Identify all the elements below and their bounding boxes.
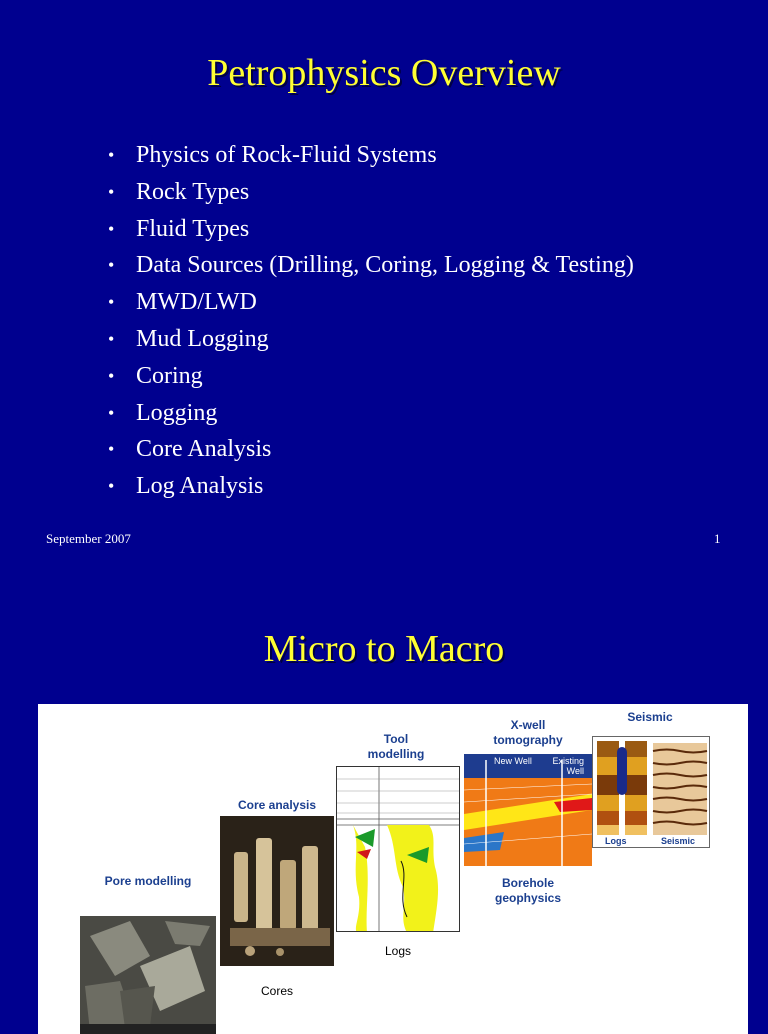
logs-caption: Logs <box>384 944 412 958</box>
bullet-item: • Logging <box>108 399 218 426</box>
tomography-image <box>464 754 592 866</box>
bullet-list <box>108 140 634 508</box>
seismic-caption: Seismic <box>627 710 673 724</box>
core-analysis-caption: Core analysis <box>237 798 317 812</box>
footer-date: September 2007 <box>46 531 131 546</box>
cores-image <box>220 816 334 966</box>
new-well-label: New Well <box>494 756 532 766</box>
bullet-item: • Rock Types <box>108 178 250 205</box>
micro-to-macro-figure <box>38 704 748 1034</box>
bullet-item: • Mud Logging <box>108 325 269 352</box>
tool-modelling-caption: Tool modelling <box>367 732 425 761</box>
bullet-item: • Data Sources (Drilling, Coring, Logging & Testing) <box>108 252 634 279</box>
bullet-item: • Physics of Rock-Fluid Systems <box>108 142 437 168</box>
bullet-item: • MWD/LWD <box>108 289 257 316</box>
existing-well-label: Existing Well <box>552 756 584 776</box>
bullet-item: • Log Analysis <box>108 473 264 500</box>
pore-modelling-caption: Pore modelling <box>104 874 192 888</box>
bullet-item: • Coring <box>108 362 203 389</box>
bullet-item: • Core Analysis <box>108 436 272 463</box>
borehole-geophysics-caption: Borehole geophysics <box>494 876 562 905</box>
logs-image <box>336 766 460 932</box>
seismic-logs-label: Logs <box>605 836 627 846</box>
xwell-tomography-caption: X-well tomography <box>493 718 563 747</box>
slide-title: Petrophysics Overview <box>207 52 561 94</box>
page-number: 1 <box>714 531 721 546</box>
seismic-seismic-label: Seismic <box>661 836 696 846</box>
pore-image <box>80 916 216 1034</box>
cores-caption: Cores <box>260 984 293 998</box>
slide-2 <box>0 590 768 1024</box>
slide-title: Micro to Macro <box>263 628 505 670</box>
seismic-image <box>592 736 710 848</box>
bullet-item: • Fluid Types <box>108 215 250 242</box>
